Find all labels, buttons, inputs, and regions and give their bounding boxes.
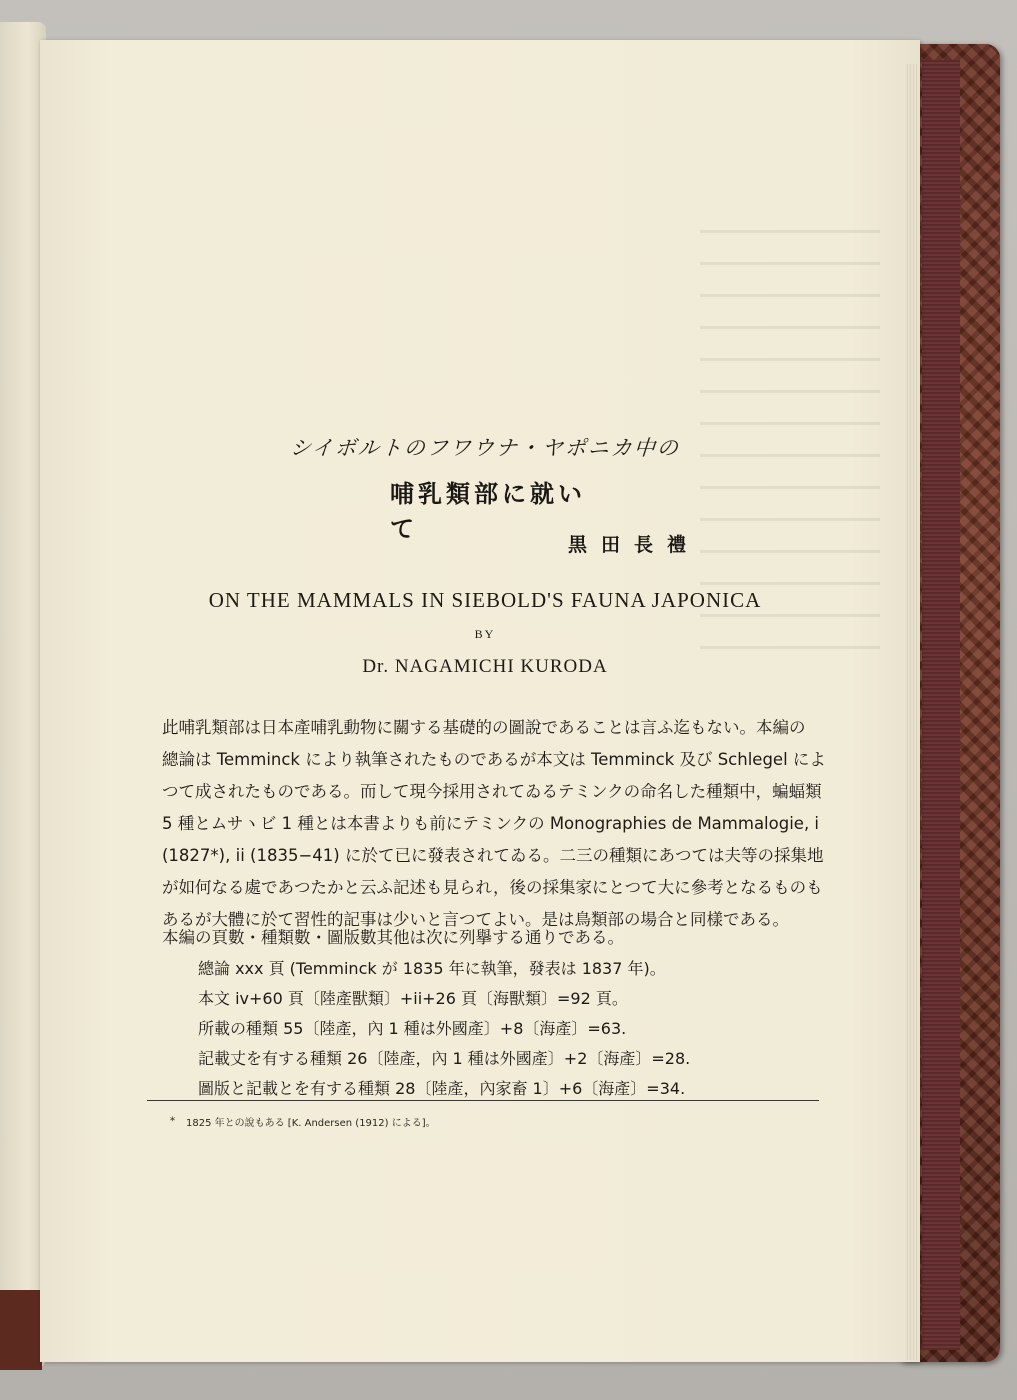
list-item: 記載丈を有する種類 26〔陸產，內 1 種は外國產〕+2〔海產〕=28. (198, 1049, 691, 1068)
body-line: (1827*), ii (1835−41) に於て已に發表されてゐる。二三の種類にあつては夫等の採集地 (162, 846, 824, 865)
footnote-divider (147, 1100, 819, 1101)
author-en: Dr. NAGAMICHI KURODA (362, 656, 608, 677)
list-item: 本文 iv+60 頁〔陸產獸類〕+ii+26 頁〔海獸類〕=92 頁。 (198, 989, 628, 1008)
book-spine (922, 60, 960, 1350)
footnote-text: 1825 年との說もある [K. Andersen (1912) による]。 (186, 1118, 436, 1129)
body-line: 5 種とムサヽビ 1 種とは本書よりも前にテミンクの Monographies de Mammalogie, i (162, 814, 820, 833)
stats-list (198, 954, 838, 1104)
bleed-through-text (700, 230, 880, 650)
body-line: 此哺乳類部は日本產哺乳動物に關する基礎的の圖說であることは言ふ迄もない。本編の (162, 718, 806, 737)
list-item: 所載の種類 55〔陸產，內 1 種は外國產〕+8〔海產〕=63. (198, 1019, 627, 1038)
body-line: あるが大體に於て習性的記事は少いと言つてよい。是は鳥類部の場合と同樣である。 (162, 910, 789, 929)
byline-label: BY (474, 627, 496, 641)
page-stack-edge (905, 64, 919, 1360)
body-line: つて成されたものである。而して現今採用されてゐるテミンクの命名した種類中，蝙蝠類 (162, 782, 822, 801)
title-jp-line2: 哺乳類部に就いて (390, 480, 586, 543)
body-line: 總論は Temminck により執筆されたものであるが本文は Temminck 及び Schlegel によ (162, 750, 826, 769)
list-item: 圖版と記載とを有する種類 28〔陸產，內家畜 1〕+6〔海產〕=34. (198, 1079, 686, 1098)
title-en: ON THE MAMMALS IN SIEBOLD'S FAUNA JAPONICA (208, 588, 762, 612)
list-item: 總論 xxx 頁 (Temminck が 1835 年に執筆，發表は 1837 年)。 (198, 959, 666, 978)
body-paragraph (162, 712, 832, 936)
footnote-mark: * (170, 1116, 175, 1127)
left-cover-corner (0, 1290, 42, 1370)
author-jp: 黒田長禮 (568, 534, 701, 556)
body-line: が如何なる處であつたかと云ふ記述も見られ，後の採集家にとつて大に參考となるものも (162, 878, 823, 897)
list-intro: 本編の頁數・種類數・圖版數其他は次に列擧する通りである。 (162, 928, 624, 947)
title-jp-line1: シイボルトのフワウナ・ヤポニカ中の (289, 436, 681, 460)
